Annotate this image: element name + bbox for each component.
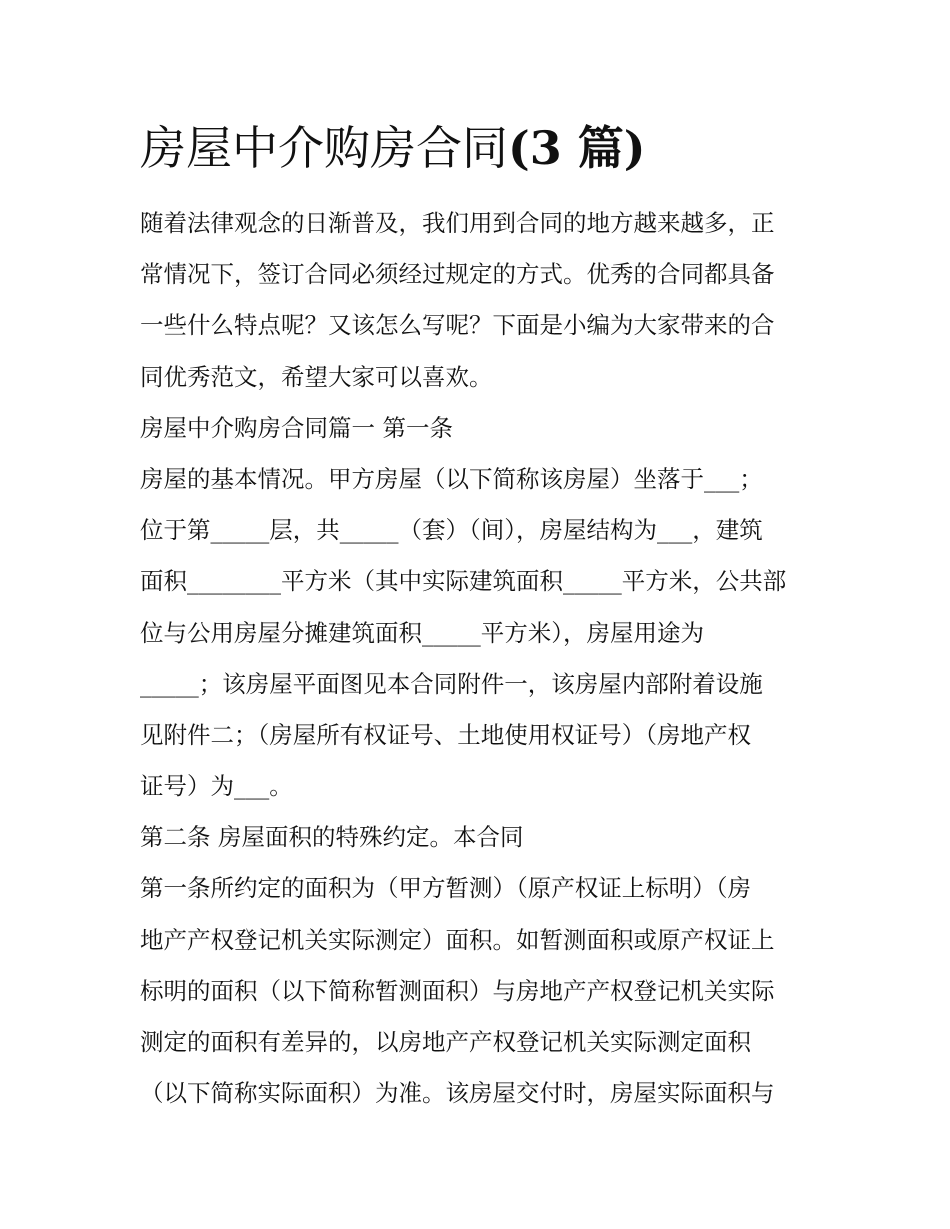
intro-paragraph — [140, 198, 812, 403]
section1-line: 位与公用房屋分摊建筑面积_____平方米），房屋用途为 — [140, 618, 704, 647]
section1-heading: 房屋中介购房合同篇一 第一条 — [140, 413, 453, 442]
section2-heading: 第二条 房屋面积的特殊约定。本合同 — [140, 823, 524, 852]
section2-paragraph — [140, 863, 812, 1119]
section1-line: _____；该房屋平面图见本合同附件一，该房屋内部附着设施 — [140, 669, 763, 698]
intro-line: 同优秀范文，希望大家可以喜欢。 — [140, 362, 493, 391]
intro-line: 一些什么特点呢？又该怎么写呢？下面是小编为大家带来的合 — [140, 311, 775, 340]
section1-paragraph — [140, 454, 812, 812]
section1-line: 面积________平方米（其中实际建筑面积_____平方米，公共部 — [140, 567, 787, 596]
section1-line: 证号）为___。 — [140, 772, 293, 801]
section2-line: 标明的面积（以下简称暂测面积）与房地产产权登记机关实际 — [140, 976, 775, 1005]
section1-line: 房屋的基本情况。甲方房屋（以下简称该房屋）坐落于___； — [140, 464, 763, 493]
section2-line: 测定的面积有差异的，以房地产产权登记机关实际测定面积 — [140, 1028, 751, 1056]
document-page — [140, 112, 812, 1119]
title-main: 房屋中介购房合同 — [140, 121, 508, 175]
intro-line: 随着法律观念的日渐普及，我们用到合同的地方越来越多，正 — [140, 209, 775, 237]
intro-line: 常情况下，签订合同必须经过规定的方式。优秀的合同都具备 — [140, 260, 775, 289]
document-title — [140, 112, 812, 184]
section2-line: 地产产权登记机关实际测定）面积。如暂测面积或原产权证上 — [140, 925, 775, 954]
section2-line: 第一条所约定的面积为（甲方暂测）（原产权证上标明）（房 — [140, 874, 751, 903]
section2-line: （以下简称实际面积）为准。该房屋交付时，房屋实际面积与 — [140, 1079, 775, 1108]
section1-line: 见附件二；（房屋所有权证号、土地使用权证号）（房地产权 — [140, 720, 751, 749]
section1-line: 位于第_____层，共_____（套）（间），房屋结构为___，建筑 — [140, 516, 763, 545]
title-paren: (3 篇) — [508, 121, 646, 175]
